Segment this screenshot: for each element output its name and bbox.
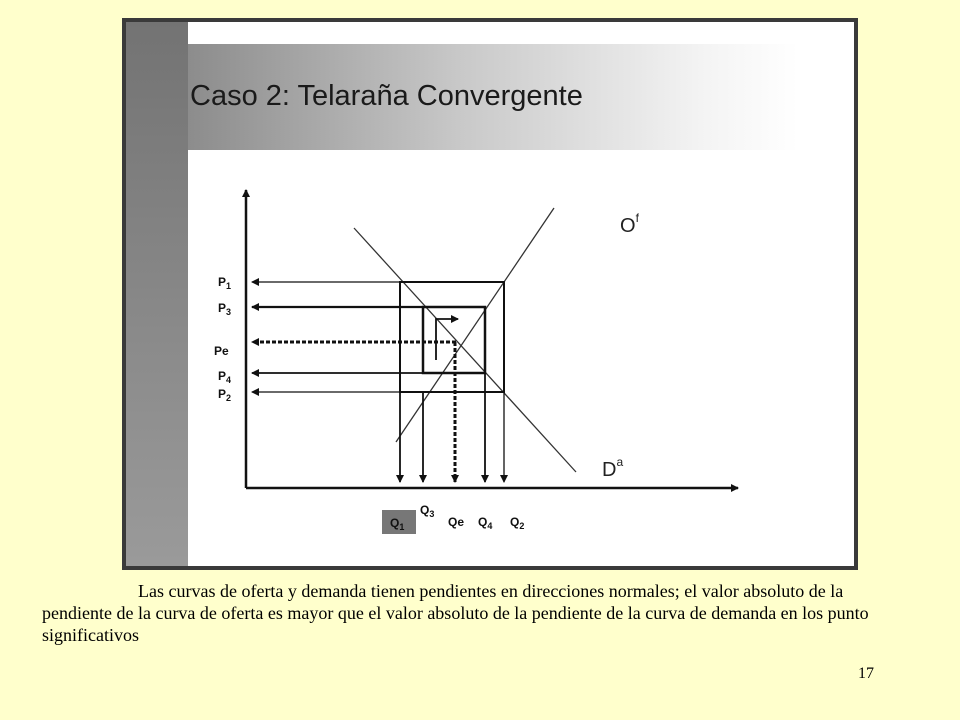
price-label-pe: Pe [214,344,229,358]
cobweb-diagram [126,22,854,566]
demand-curve [354,228,576,472]
quantity-label-q3: $Q_3$ [420,503,435,519]
quantity-label-q1: $Q_1$ [390,516,405,532]
supply-curve [396,208,554,442]
caption-text: Las curvas de oferta y demanda tienen pendientes en direcciones normales; el valor absoluto de la pendiente de la curva de oferta es mayor que el valor absoluto de la pendiente de la curva de demanda en los punto significativos [42,581,869,645]
price-label-p4: $P_4$ [218,369,232,385]
quantity-label-qe: Qe [448,515,465,529]
price-label-p1: $P_1$ [218,275,232,291]
price-label-p2: $P_2$ [218,387,232,403]
slide-image [122,18,858,570]
demand-label: $D^a$ [602,455,624,481]
quantity-label-q4: $Q_4$ [478,515,493,531]
slide-title: Caso 2: Telaraña Convergente [190,80,583,112]
quantity-label-q2: $Q_2$ [510,515,525,531]
slide-canvas [126,22,854,566]
price-label-p3: $P_3$ [218,301,232,317]
supply-label: $O^f$ [620,211,639,237]
page-number: 17 [858,665,874,682]
